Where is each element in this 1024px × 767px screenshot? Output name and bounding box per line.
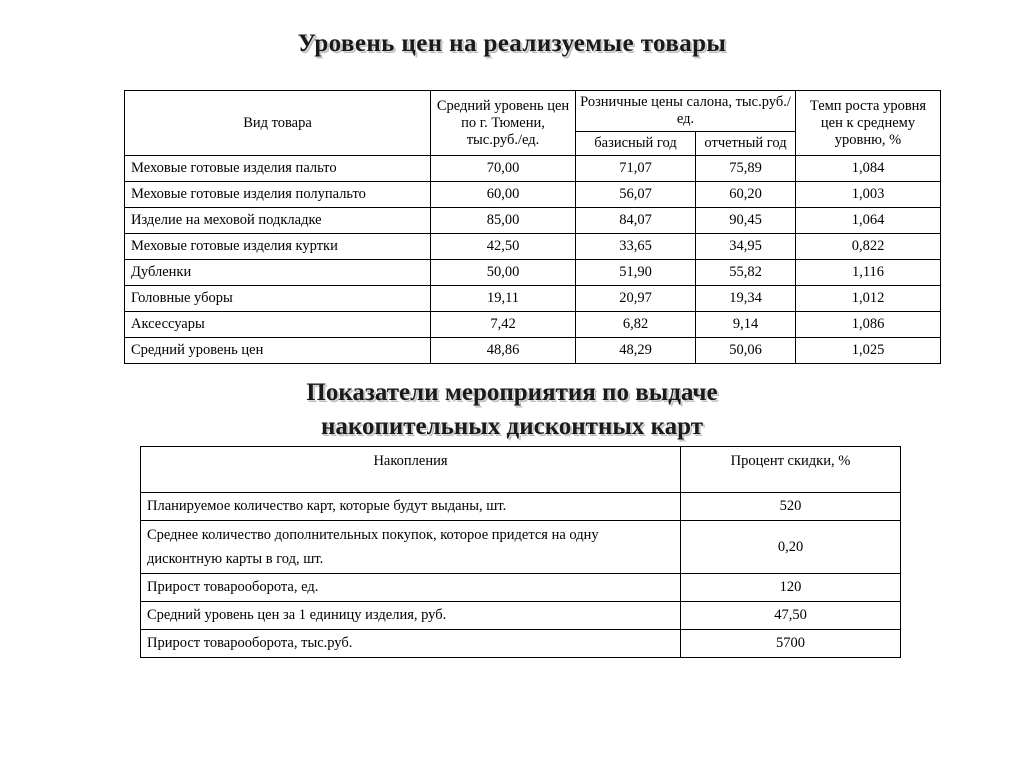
table-row-total: [125, 338, 941, 364]
cell-indicator-value: 5700: [681, 630, 901, 658]
cell-base: 71,07: [576, 156, 696, 182]
title-line-2: накопительных дисконтных карт: [320, 413, 704, 440]
cell-report: 90,45: [696, 208, 796, 234]
cell-avg: 85,00: [431, 208, 576, 234]
page-title-prices: Уровень цен на реализуемые товары: [297, 30, 727, 57]
cell-growth: 1,084: [796, 156, 941, 182]
cell-avg: 42,50: [431, 234, 576, 260]
cell-avg: 60,00: [431, 182, 576, 208]
header-accumulation: Накопления: [141, 447, 681, 493]
cell-indicator-name: Среднее количество дополнительных покупок, которое придется на одну дисконтную карты в год, шт.: [141, 521, 681, 574]
cell-indicator-value: 0,20: [681, 521, 901, 574]
cell-avg: 70,00: [431, 156, 576, 182]
table-row: [141, 630, 901, 658]
header-base-year: базисный год: [576, 132, 696, 156]
cell-goods-name: Головные уборы: [125, 286, 431, 312]
header-discount-percent: Процент скидки, %: [681, 447, 901, 493]
cell-base: 56,07: [576, 182, 696, 208]
cell-goods-name: Меховые готовые изделия полупальто: [125, 182, 431, 208]
table-row: [125, 286, 941, 312]
table-row: [141, 493, 901, 521]
cell-report: 60,20: [696, 182, 796, 208]
header-growth-rate: Темп роста уровня цен к среднему уровню, %: [796, 91, 941, 156]
header-goods-type: Вид товара: [125, 91, 431, 156]
cell-indicator-name: Средний уровень цен за 1 единицу изделия, руб.: [141, 602, 681, 630]
cell-base: 33,65: [576, 234, 696, 260]
cell-growth: 1,003: [796, 182, 941, 208]
cell-report: 9,14: [696, 312, 796, 338]
page-title-discount-cards: [0, 376, 1024, 444]
cell-report: 19,34: [696, 286, 796, 312]
table-row: [125, 260, 941, 286]
cell-report: 55,82: [696, 260, 796, 286]
table-price-level: [124, 90, 941, 364]
cell-indicator-name: Планируемое количество карт, которые будут выданы, шт.: [141, 493, 681, 521]
header-avg-level: Средний уровень цен по г. Тюмени, тыс.руб./ед.: [431, 91, 576, 156]
cell-goods-name: Меховые готовые изделия куртки: [125, 234, 431, 260]
table-row: [125, 312, 941, 338]
cell-base: 84,07: [576, 208, 696, 234]
cell-indicator-value: 520: [681, 493, 901, 521]
cell-goods-name: Дубленки: [125, 260, 431, 286]
cell-growth: 1,116: [796, 260, 941, 286]
cell-goods-name: Изделие на меховой подкладке: [125, 208, 431, 234]
header-report-year: отчетный год: [696, 132, 796, 156]
table-row: [141, 574, 901, 602]
table-row: [125, 182, 941, 208]
cell-report: 50,06: [696, 338, 796, 364]
table-header-row: [125, 91, 941, 132]
cell-avg: 50,00: [431, 260, 576, 286]
table-row: [141, 602, 901, 630]
cell-base: 51,90: [576, 260, 696, 286]
table-row: [125, 208, 941, 234]
table-row: [125, 234, 941, 260]
cell-growth: 1,025: [796, 338, 941, 364]
cell-goods-name: Средний уровень цен: [125, 338, 431, 364]
cell-growth: 1,012: [796, 286, 941, 312]
cell-indicator-name: Прирост товарооборота, тыс.руб.: [141, 630, 681, 658]
cell-growth: 1,064: [796, 208, 941, 234]
title-line-1: Показатели мероприятия по выдаче: [306, 379, 718, 406]
cell-avg: 7,42: [431, 312, 576, 338]
table-row: [141, 521, 901, 574]
table-row: [125, 156, 941, 182]
cell-indicator-value: 120: [681, 574, 901, 602]
cell-avg: 48,86: [431, 338, 576, 364]
cell-base: 6,82: [576, 312, 696, 338]
cell-growth: 1,086: [796, 312, 941, 338]
cell-avg: 19,11: [431, 286, 576, 312]
cell-indicator-name: Прирост товарооборота, ед.: [141, 574, 681, 602]
cell-goods-name: Меховые готовые изделия пальто: [125, 156, 431, 182]
cell-growth: 0,822: [796, 234, 941, 260]
table-header-row: [141, 447, 901, 493]
cell-base: 48,29: [576, 338, 696, 364]
table-discount-cards: [140, 446, 901, 658]
cell-base: 20,97: [576, 286, 696, 312]
cell-report: 34,95: [696, 234, 796, 260]
cell-indicator-value: 47,50: [681, 602, 901, 630]
cell-goods-name: Аксессуары: [125, 312, 431, 338]
cell-report: 75,89: [696, 156, 796, 182]
header-retail-prices: Розничные цены салона, тыс.руб./ед.: [576, 91, 796, 132]
